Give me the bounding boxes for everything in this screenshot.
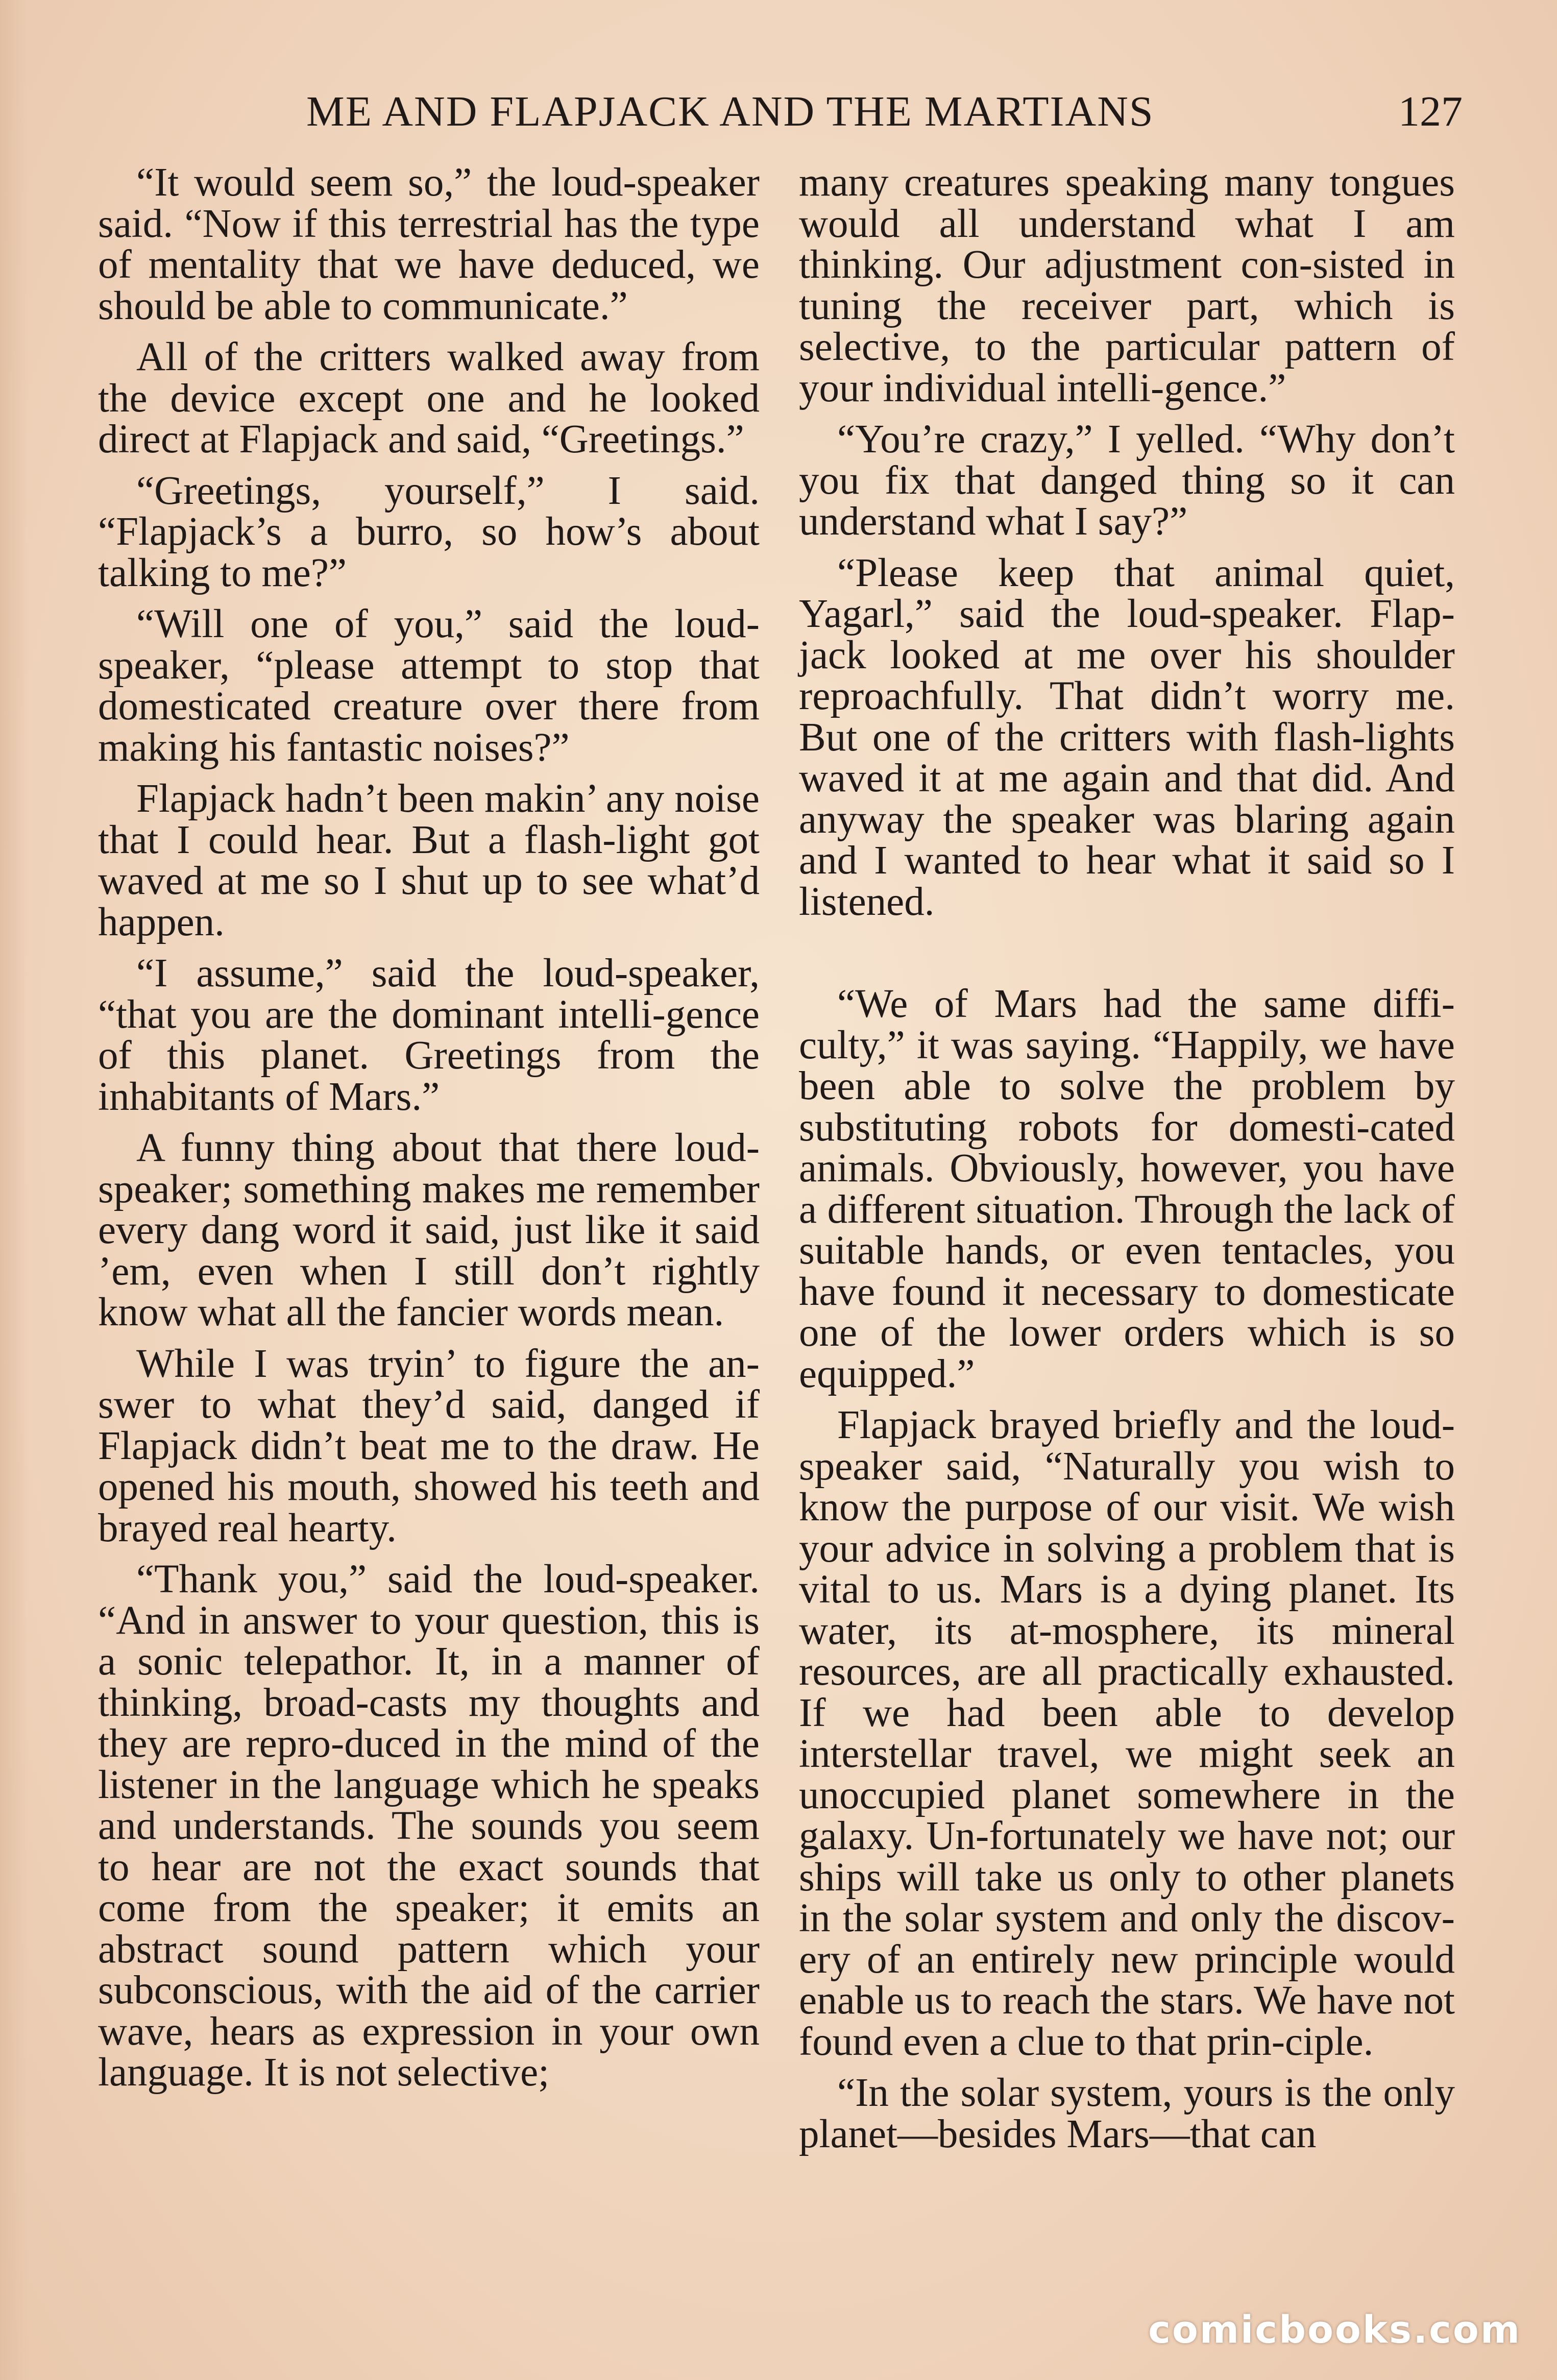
paragraph: Flapjack hadn’t been makin’ any noise that I could hear. But a flash-light got waved at me so I shut up to see what’d happen. — [98, 776, 760, 944]
paragraph: While I was tryin’ to figure the an-swer to what they’d said, danged if Flapjack didn’t beat me to the draw. He opened his mouth, showed his teeth and brayed real hearty. — [98, 1341, 760, 1550]
running-header — [97, 87, 1463, 148]
page-number: 127 — [1398, 88, 1463, 135]
text-column-left — [98, 162, 760, 2104]
paragraph: “Please keep that animal quiet, Yagarl,” said the loud-speaker. Flap-jack looked at me over his shoulder reproachfully. That didn’t worry me. But one of the critters with flash-lights waved it at me again and that did. And anyway the speaker was blaring again and I wanted to hear what it said so I listened. — [799, 550, 1455, 924]
paragraph: “It would seem so,” the loud-speaker said. “Now if this terrestrial has the type of mentality that we have deduced, we should be able to communicate.” — [98, 160, 760, 328]
paragraph: “Greetings, yourself,” I said. “Flapjack’s a burro, so how’s about talking to me?” — [98, 468, 760, 595]
paragraph: “We of Mars had the same diffi-culty,” it was saying. “Happily, we have been able to solve the problem by substituting robots for domesti-cated animals. Obviously, however, you have a different situation. Through the lack of suitable hands, or even tentacles, you have found it necessary to domesticate one of the lower orders which is so equipped.” — [799, 982, 1455, 1396]
paragraph: All of the critters walked away from the device except one and he looked direct at Flapjack and said, “Greetings.” — [98, 335, 760, 462]
text-column-right — [799, 162, 1455, 2165]
paragraph: “In the solar system, yours is the only planet—besides Mars—that can — [799, 2071, 1455, 2156]
paragraph: “You’re crazy,” I yelled. “Why don’t you fix that danged thing so it can understand what I say?” — [799, 417, 1455, 544]
paragraph: “I assume,” said the loud-speaker, “that you are the dominant intelli-gence of this planet. Greetings from the inhabitants of Mars.” — [98, 951, 760, 1119]
paragraph: A funny thing about that there loud-speaker; something makes me remember every dang word it said, just like it said ’em, even when I still don’t rightly know what all the fancier words mean. — [98, 1126, 760, 1334]
watermark: comicbooks.com — [1148, 2308, 1521, 2352]
running-title: ME AND FLAPJACK AND THE MARTIANS — [306, 88, 1154, 135]
paragraph-continued: many creatures speaking many tongues would all understand what I am thinking. Our adjustment con-sisted in tuning the receiver part, which is selective, to the particular pattern of your individual intelli-gence.” — [799, 160, 1455, 410]
paragraph: “Thank you,” said the loud-speaker. “And in answer to your question, this is a sonic telepathor. It, in a manner of thinking, broad-casts my thoughts and they are repro-duced in the mind of the listener in the language which he speaks and understands. The sounds you seem to hear are not the exact sounds that come from the speaker; it emits an abstract sound pattern which your subconscious, with the aid of the carrier wave, hears as expression in your own language. It is not selective; — [98, 1557, 760, 2095]
paragraph: Flapjack brayed briefly and the loud-speaker said, “Naturally you wish to know the purpose of our visit. We wish your advice in solving a problem that is vital to us. Mars is a dying planet. Its water, its at-mosphere, its mineral resources, are all practically exhausted. If we had been able to develop interstellar travel, we might seek an unoccupied planet somewhere in the galaxy. Un-fortunately we have not; our ships will take us only to other planets in the solar system and only the discov-ery of an entirely new principle would enable us to reach the stars. We have not found even a clue to that prin-ciple. — [799, 1403, 1455, 2064]
paragraph: “Will one of you,” said the loud-speaker, “please attempt to stop that domesticated creature over there from making his fantastic noises?” — [98, 602, 760, 770]
